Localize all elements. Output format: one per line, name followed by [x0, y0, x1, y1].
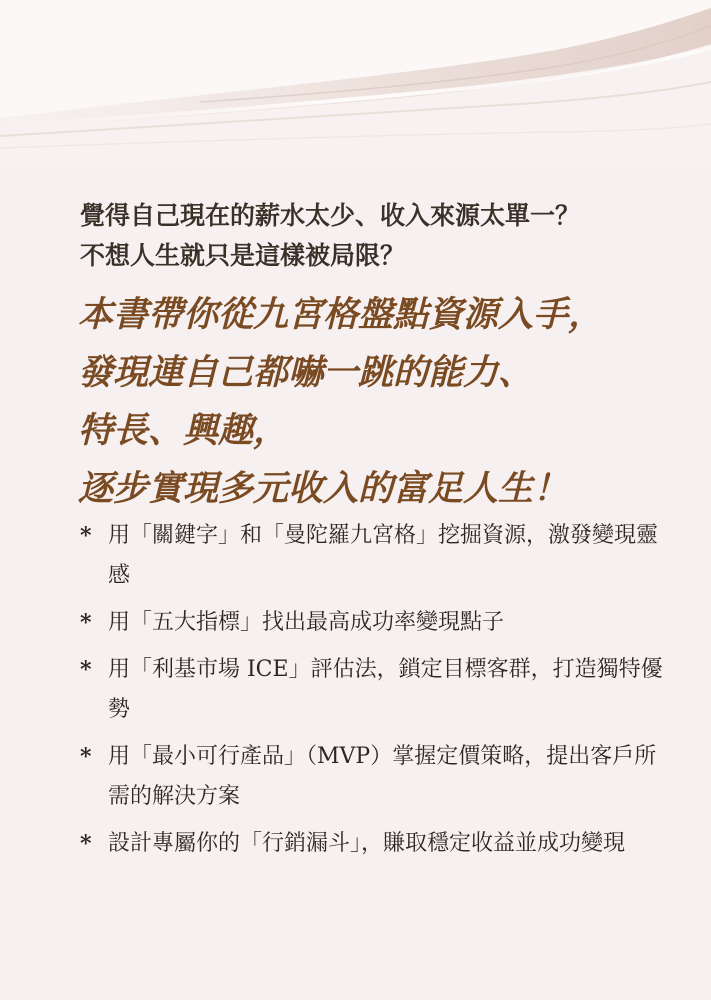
bullet-marker: * [80, 831, 92, 857]
decorative-swoosh [0, 0, 711, 170]
list-item [80, 824, 670, 864]
intro-line-2: 不想人生就只是這樣被局限？ [80, 241, 406, 270]
bullet-marker: * [80, 610, 92, 636]
headline-line-3: 特長、興趣， [78, 411, 289, 451]
list-item-text: 用「關鍵字」和「曼陀羅九宮格」挖掘資源，激發變現靈感 [108, 523, 659, 588]
list-item-text: 用「五大指標」找出最高成功率變現點子 [108, 610, 505, 635]
list-item [80, 650, 670, 730]
feature-list [80, 516, 670, 871]
list-item [80, 603, 670, 643]
bullet-marker: * [80, 744, 92, 770]
intro-line-1: 覺得自己現在的薪水太少、收入來源太單一？ [80, 201, 581, 230]
headline-line-1: 本書帶你從九宮格盤點資源入手， [78, 295, 604, 335]
list-item [80, 737, 670, 817]
bullet-marker: * [80, 523, 92, 549]
list-item-text: 用「最小可行產品」（MVP）掌握定價策略，提出客戶所需的解決方案 [108, 744, 657, 809]
headline-line-2: 發現連自己都嚇一跳的能力、 [78, 353, 534, 393]
list-item [80, 516, 670, 596]
headline-line-4: 逐步實現多元收入的富足人生！ [78, 469, 569, 509]
headline [78, 286, 698, 518]
intro-text [80, 196, 680, 276]
list-item-text: 設計專屬你的「行銷漏斗」，賺取穩定收益並成功變現 [108, 831, 626, 856]
bullet-marker: * [80, 657, 92, 683]
list-item-text: 用「利基市場 ICE」評估法，鎖定目標客群，打造獨特優勢 [108, 657, 663, 722]
